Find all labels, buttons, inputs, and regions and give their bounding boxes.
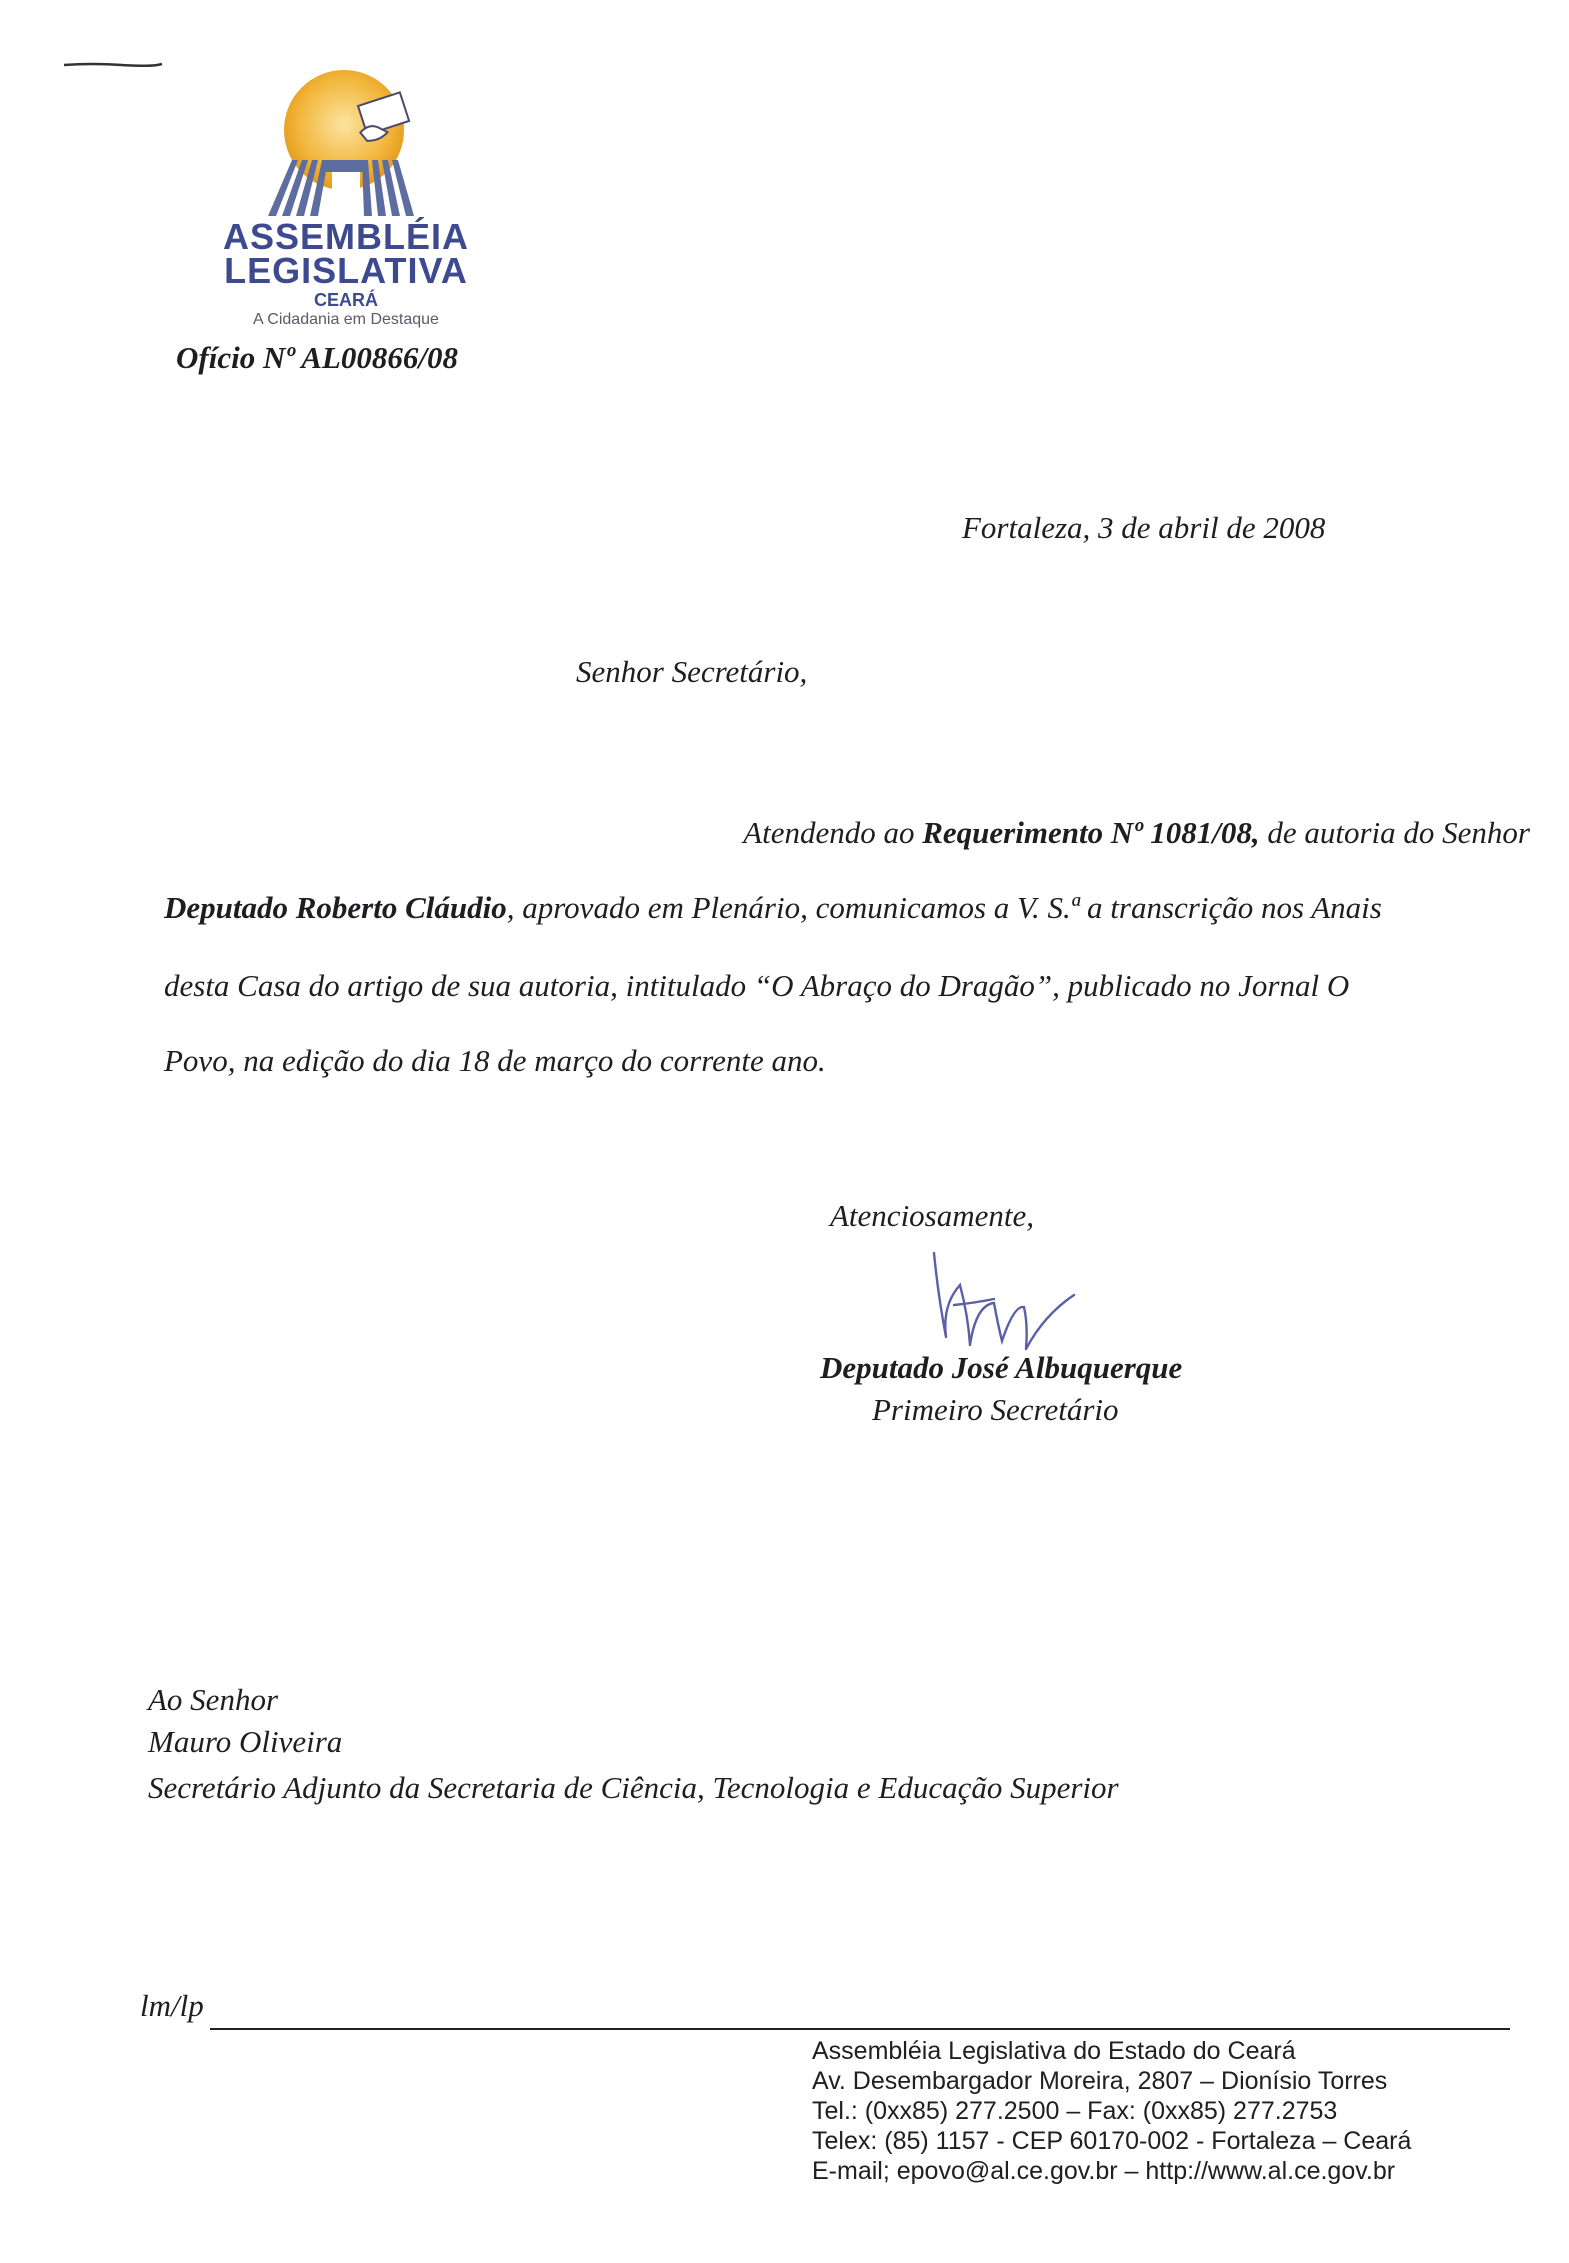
- scan-mark: [62, 62, 164, 68]
- recipient-title: Secretário Adjunto da Secretaria de Ciência, Tecnologia e Educação Superior: [148, 1770, 1119, 1805]
- footer-line-5: E-mail; epovo@al.ce.gov.br – http://www.al.ce.gov.br: [812, 2157, 1396, 2185]
- body-text: de autoria do Senhor: [1259, 815, 1530, 850]
- closing: Atenciosamente,: [830, 1198, 1035, 1233]
- salutation: Senhor Secretário,: [576, 654, 808, 689]
- reference-number: Ofício Nº AL00866/08: [176, 340, 458, 375]
- recipient-name: Mauro Oliveira: [148, 1724, 343, 1759]
- footer-line-3: Tel.: (0xx85) 277.2500 – Fax: (0xx85) 277.2753: [812, 2097, 1338, 2125]
- logo-state: CEARÁ: [313, 290, 378, 310]
- body-text: Atendendo ao: [743, 815, 923, 850]
- requerimento-ref: Requerimento Nº 1081/08,: [922, 815, 1260, 850]
- footer-line-4: Telex: (85) 1157 - CEP 60170-002 - Fortaleza – Ceará: [812, 2127, 1412, 2155]
- typist-initials: lm/lp: [140, 1988, 204, 2023]
- deputy-name: Deputado Roberto Cláudio: [164, 890, 507, 925]
- footer-divider: [210, 2028, 1510, 2030]
- footer-line-2: Av. Desembargador Moreira, 2807 – Dionísio Torres: [812, 2067, 1388, 2095]
- logo-emblem-icon: [246, 68, 446, 218]
- body-line-4: Povo, na edição do dia 18 de março do corrente ano.: [164, 1043, 826, 1078]
- body-line-2: [164, 890, 1530, 926]
- assembly-logo: [218, 68, 474, 328]
- body-line-1: [164, 815, 1530, 851]
- footer-line-1: Assembléia Legislativa do Estado do Ceará: [812, 2037, 1296, 2065]
- signer-title: Primeiro Secretário: [872, 1392, 1119, 1427]
- logo-slogan: A Cidadania em Destaque: [253, 311, 439, 328]
- logo-org-line2: LEGISLATIVA: [224, 250, 468, 291]
- logo-org-line1: ASSEMBLÉIA: [222, 216, 470, 257]
- signer-name: Deputado José Albuquerque: [820, 1350, 1183, 1385]
- footer-address: [812, 2036, 1411, 2186]
- handwritten-signature: [924, 1245, 1124, 1365]
- body-line-3: desta Casa do artigo de sua autoria, intitulado “O Abraço do Dragão”, publicado no Jornal O: [164, 968, 1350, 1003]
- recipient-line-1: Ao Senhor: [148, 1682, 279, 1717]
- body-text: , aprovado em Plenário, comunicamos a V. S.ª a transcrição nos Anais: [506, 890, 1382, 925]
- letter-date: Fortaleza, 3 de abril de 2008: [962, 510, 1326, 545]
